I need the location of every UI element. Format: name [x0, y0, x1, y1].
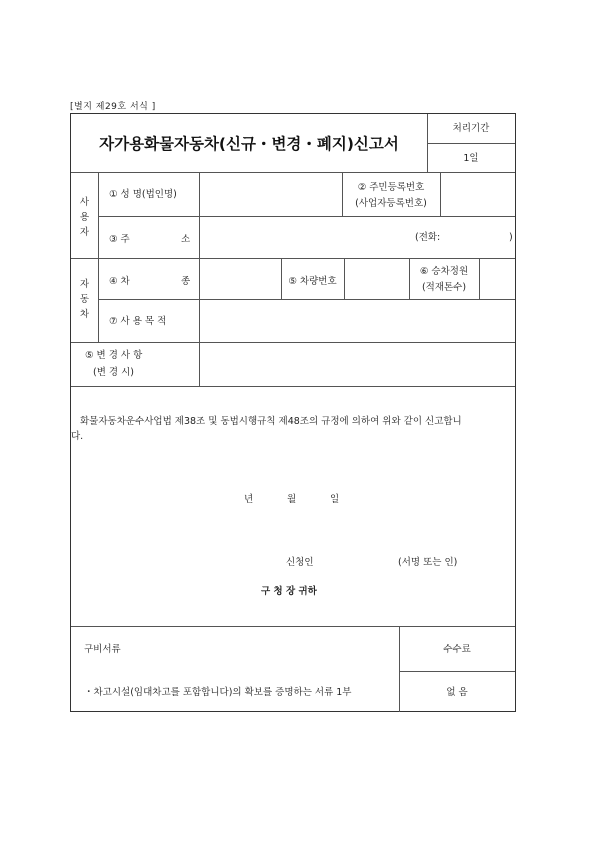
declaration-text-line2: 다. [71, 431, 84, 442]
date-day-label: 일 [330, 494, 340, 505]
applicant-name-divider [199, 172, 200, 216]
processing-period-value: 1일 [463, 153, 479, 164]
address-label-end: 소 [181, 234, 191, 245]
signature-or-seal-label: (서명 또는 인) [398, 557, 458, 568]
applicant-section-label: 사용자 [79, 197, 90, 238]
capacity-label-right-divider [479, 258, 480, 299]
vehicle-type-label: ④ 차 [109, 276, 130, 287]
vehicle-type-label-end: 종 [181, 276, 191, 287]
usage-purpose-label: ⑦ 사 용 목 적 [109, 316, 167, 327]
declaration-text-line1: 화물자동차운수사업법 제38조 및 동법시행규칙 제48조의 규정에 의하여 위와 같이 신고합니 [80, 416, 462, 427]
id-label-right-divider [440, 172, 441, 216]
declaration-form [70, 113, 516, 712]
vehicle-row-divider [98, 299, 515, 300]
applicant-section-bottom-line [71, 258, 515, 259]
vehicle-label-divider [199, 258, 200, 342]
change-label-divider [199, 342, 200, 386]
applicant-signer-label: 신청인 [286, 557, 314, 568]
load-tonnage-label: (적재톤수) [421, 282, 467, 293]
addressee: 구 청 장 귀하 [261, 586, 317, 597]
documents-top-line [71, 626, 515, 627]
plate-number-label: ⑤ 차량번호 [288, 276, 337, 287]
form-title: 자가용화물자동차(신규・변경・폐지)신고서 [99, 135, 399, 153]
header-processing-divider [427, 143, 515, 144]
phone-label: (전화: [415, 232, 441, 243]
required-document-item: ・차고시설(임대차고를 포함합니다)의 확보를 증명하는 서류 1부 [84, 687, 352, 698]
id-number-label: ② 주민등록번호 [357, 182, 425, 193]
date-month-label: 월 [287, 494, 297, 505]
section-label-divider [98, 172, 99, 342]
change-section-bottom-line [71, 386, 515, 387]
vehicle-section-bottom-line [71, 342, 515, 343]
plate-label-right-divider [344, 258, 345, 299]
form-caption: [별지 제29호 서식 ] [70, 102, 156, 112]
required-documents-label: 구비서류 [84, 644, 121, 655]
address-label: ③ 주 [109, 234, 130, 245]
fee-label: 수수료 [443, 644, 471, 655]
vehicle-section-label: 자동차 [79, 279, 90, 320]
header-bottom-line [71, 172, 515, 173]
business-number-label: (사업자등록번호) [355, 198, 427, 209]
phone-close: ) [509, 232, 513, 243]
processing-period-label: 처리기간 [452, 123, 490, 134]
fee-row-divider [399, 671, 515, 672]
fee-value: 없 음 [446, 687, 468, 698]
applicant-row-divider [98, 216, 515, 217]
passenger-capacity-label: ⑥ 승차정원 [419, 266, 469, 277]
change-items-sublabel: (변 경 시) [93, 367, 134, 378]
fee-column-divider [399, 626, 400, 712]
address-divider [199, 216, 200, 258]
id-label-left-divider [342, 172, 343, 216]
name-label: ① 성 명(법인명) [109, 189, 177, 200]
change-items-label: ⑤ 변 경 사 항 [85, 350, 143, 361]
date-year-label: 년 [244, 494, 254, 505]
